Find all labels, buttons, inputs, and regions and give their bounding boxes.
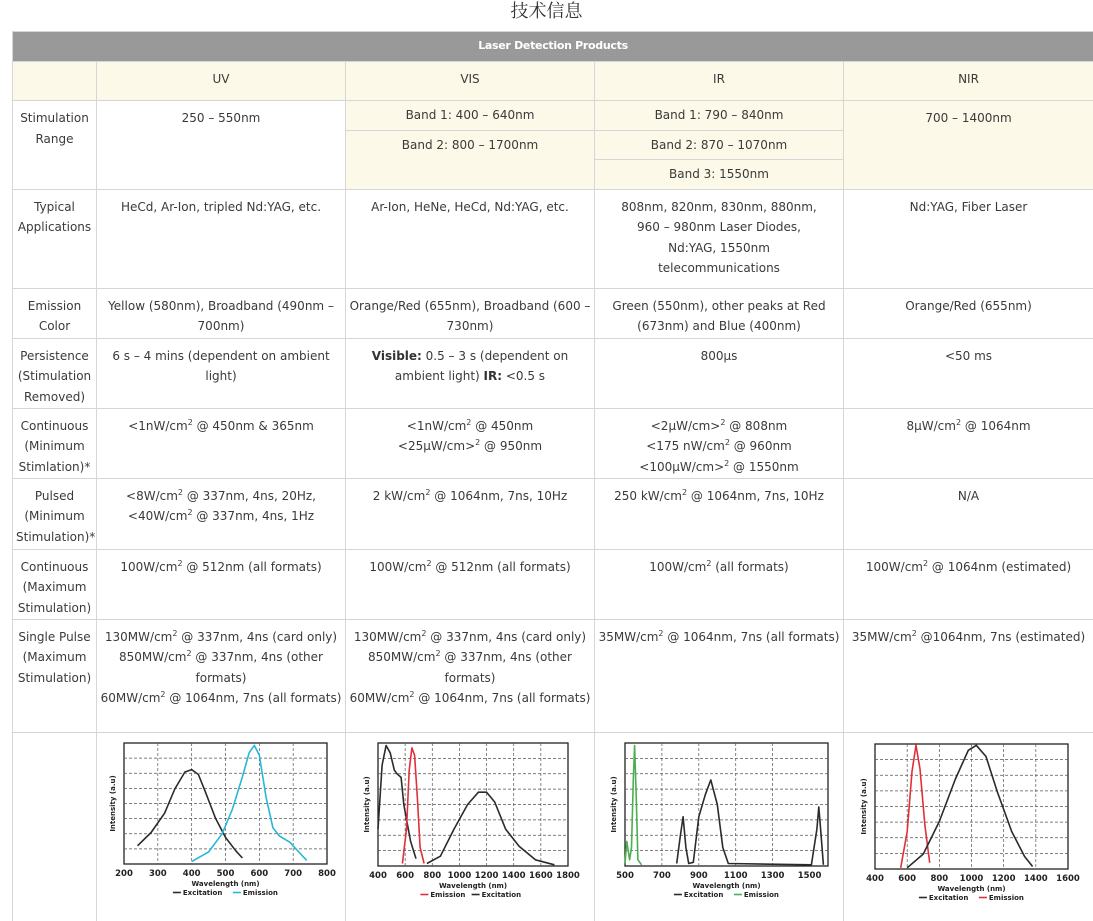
- x-tick-label: 1800: [555, 870, 580, 881]
- x-axis-label: Wavelength (nm): [691, 881, 761, 890]
- ir-continuous-min: <2µW/cm>$^2$ @ 808nm <175 $nW/cm^2$ @ 960nm <100µW/cm>$^2$ @ 1550nm: [595, 408, 844, 478]
- x-tick-label: 800: [317, 868, 336, 879]
- visible-value: 0.5 – 3 s (dependent on ambient light): [394, 348, 569, 383]
- legend-label: Excitation: [481, 890, 521, 899]
- x-axis-label: Wavelength (nm): [190, 879, 260, 888]
- row-label-emission-color: Emission Color: [13, 288, 97, 338]
- x-tick-label: 500: [216, 868, 234, 879]
- legend-label: Excitation: [182, 888, 222, 897]
- y-axis-label: Intensity (a.u): [108, 774, 117, 832]
- x-tick-label: 400: [182, 868, 201, 879]
- chart-row-label: [13, 732, 97, 921]
- legend-label: Emission: [988, 893, 1024, 902]
- x-tick-label: 700: [652, 870, 671, 881]
- uv-pulsed-min: $<8W/cm^2$ @ 337nm, 4ns, 20Hz, $<40W/cm^2$ @ 337nm, 4ns, 1Hz: [97, 478, 346, 549]
- ir-chart-cell: [595, 732, 844, 921]
- ir-value: <0.5 s: [502, 369, 546, 383]
- x-tick-label: 1000: [959, 873, 983, 884]
- nir-continuous-min: $8\mu W/cm^2$ @ 1064nm: [844, 408, 1093, 478]
- visible-label: Visible:: [371, 348, 422, 363]
- y-axis-label: Intensity (a.u): [609, 775, 618, 833]
- y-axis-label: Intensity (a.u): [362, 775, 371, 833]
- x-tick-label: 500: [615, 870, 634, 881]
- ir-band-3: Band 3: 1550nm: [595, 160, 844, 190]
- ir-persistence: 800µs: [595, 338, 844, 408]
- legend-label: Emission: [743, 890, 779, 899]
- laser-detection-table: [12, 31, 1093, 921]
- x-tick-label: 600: [897, 873, 916, 884]
- uv-spectrum-chart: [98, 740, 345, 918]
- nir-spectrum-chart: [845, 740, 1093, 918]
- vis-single-pulse-max: $130MW/cm^2$ @ 337nm, 4ns (card only) $850MW/cm^2$ @ 337nm, 4ns (other formats) $60MW/cm^2$ @ 1064nm, 7ns (all formats): [346, 619, 595, 732]
- x-axis-label: Wavelength (nm): [936, 884, 1006, 893]
- row-label-typical-applications: Typical Applications: [13, 189, 97, 288]
- row-label-stimulation-range: Stimulation Range: [13, 101, 97, 190]
- ir-pulsed-min: 250 $kW/cm^2$ @ 1064nm, 7ns, 10Hz: [595, 478, 844, 549]
- uv-continuous-min: $<1nW/cm^2$ @ 450nm & 365nm: [97, 408, 346, 478]
- legend-label: Emission: [242, 888, 278, 897]
- row-label-continuous-min: Continuous (Minimum Stimlation)*: [13, 408, 97, 478]
- corner-cell: [13, 62, 97, 101]
- x-tick-label: 400: [865, 873, 884, 884]
- legend-label: Excitation: [928, 893, 968, 902]
- row-label-pulsed-min: Pulsed (Minimum Stimulation)*: [13, 478, 97, 549]
- x-tick-label: 900: [689, 870, 708, 881]
- uv-stimulation-range: 250 – 550nm: [97, 101, 346, 190]
- uv-continuous-max: $100W/cm^2$ @ 512nm (all formats): [97, 549, 346, 619]
- x-tick-label: 1500: [797, 870, 821, 881]
- x-tick-label: 1100: [723, 870, 748, 881]
- x-tick-label: 1200: [474, 870, 498, 881]
- nir-single-pulse-max: $35MW/cm^2$ @1064nm, 7ns (estimated): [844, 619, 1093, 732]
- y-axis-label: Intensity (a.u): [859, 777, 868, 835]
- column-header-uv: UV: [97, 62, 346, 101]
- x-tick-label: 400: [368, 870, 387, 881]
- legend-label: Excitation: [683, 890, 723, 899]
- page-title: 技术信息: [510, 1, 583, 22]
- vis-typical-applications: Ar-Ion, HeNe, HeCd, Nd:YAG, etc.: [346, 189, 595, 288]
- uv-emission-color: Yellow (580nm), Broadband (490nm – 700nm): [97, 288, 346, 338]
- x-tick-label: 600: [249, 868, 268, 879]
- vis-continuous-max: $100W/cm^2$ @ 512nm (all formats): [346, 549, 595, 619]
- ir-continuous-max: $100W/cm^2$ (all formats): [595, 549, 844, 619]
- nir-persistence: <50 ms: [844, 338, 1093, 408]
- x-tick-label: 600: [395, 870, 414, 881]
- x-tick-label: 1000: [447, 870, 471, 881]
- nir-typical-applications: Nd:YAG, Fiber Laser: [844, 189, 1093, 288]
- ir-emission-color: Green (550nm), other peaks at Red (673nm) and Blue (400nm): [595, 288, 844, 338]
- x-axis-label: Wavelength (nm): [438, 881, 507, 890]
- table-header: Laser Detection Products: [13, 32, 1093, 62]
- x-tick-label: 1300: [760, 870, 784, 881]
- row-label-single-pulse-max: Single Pulse (Maximum Stimulation): [13, 619, 97, 732]
- ir-typical-applications: 808nm, 820nm, 830nm, 880nm, 960 – 980nm Laser Diodes, Nd:YAG, 1550nm telecommunications: [595, 189, 844, 288]
- row-label-persistence: Persistence (Stimulation Removed): [13, 338, 97, 408]
- vis-pulsed-min: 2 $kW/cm^2$ @ 1064nm, 7ns, 10Hz: [346, 478, 595, 549]
- nir-pulsed-min: N/A: [844, 478, 1093, 549]
- x-tick-label: 1400: [501, 870, 526, 881]
- ir-band-1: Band 1: 790 – 840nm: [595, 101, 844, 131]
- x-tick-label: 800: [422, 870, 441, 881]
- nir-continuous-max: $100W/cm^2$ @ 1064nm (estimated): [844, 549, 1093, 619]
- vis-band-2: Band 2: 800 – 1700nm: [346, 130, 595, 189]
- vis-band-1: Band 1: 400 – 640nm: [346, 101, 595, 131]
- uv-persistence: 6 s – 4 mins (dependent on ambient light): [97, 338, 346, 408]
- ir-label: IR:: [483, 369, 503, 383]
- legend-label: Emission: [429, 890, 465, 899]
- nir-emission-color: Orange/Red (655nm): [844, 288, 1093, 338]
- column-header-nir: NIR: [844, 62, 1093, 101]
- column-header-ir: IR: [595, 62, 844, 101]
- nir-chart-cell: [844, 732, 1093, 921]
- vis-emission-color: Orange/Red (655nm), Broadband (600 – 730nm): [346, 288, 595, 338]
- x-tick-label: 1400: [1023, 873, 1048, 884]
- vis-spectrum-chart: [347, 740, 594, 918]
- ir-band-2: Band 2: 870 – 1070nm: [595, 130, 844, 160]
- x-tick-label: 1200: [991, 873, 1016, 884]
- vis-persistence: [346, 338, 595, 408]
- uv-typical-applications: HeCd, Ar-Ion, tripled Nd:YAG, etc.: [97, 189, 346, 288]
- x-tick-label: 200: [114, 868, 133, 879]
- x-tick-label: 300: [148, 868, 167, 879]
- column-header-vis: VIS: [346, 62, 595, 101]
- vis-continuous-min: $<1nW/cm^2$ @ 450nm <25µW/cm>$^2$ @ 950nm: [346, 408, 595, 478]
- x-tick-label: 1600: [1055, 873, 1080, 884]
- ir-single-pulse-max: $35MW/cm^2$ @ 1064nm, 7ns (all formats): [595, 619, 844, 732]
- nir-stimulation-range: 700 – 1400nm: [844, 101, 1093, 190]
- x-tick-label: 1600: [528, 870, 553, 881]
- uv-single-pulse-max: $130MW/cm^2$ @ 337nm, 4ns (card only) $850MW/cm^2$ @ 337nm, 4ns (other formats) $60MW/cm^2$ @ 1064nm, 7ns (all formats): [97, 619, 346, 732]
- ir-spectrum-chart: [596, 740, 843, 918]
- uv-chart-cell: [97, 732, 346, 921]
- vis-chart-cell: [346, 732, 595, 921]
- x-tick-label: 700: [283, 868, 302, 879]
- x-tick-label: 800: [929, 873, 948, 884]
- row-label-continuous-max: Continuous (Maximum Stimulation): [13, 549, 97, 619]
